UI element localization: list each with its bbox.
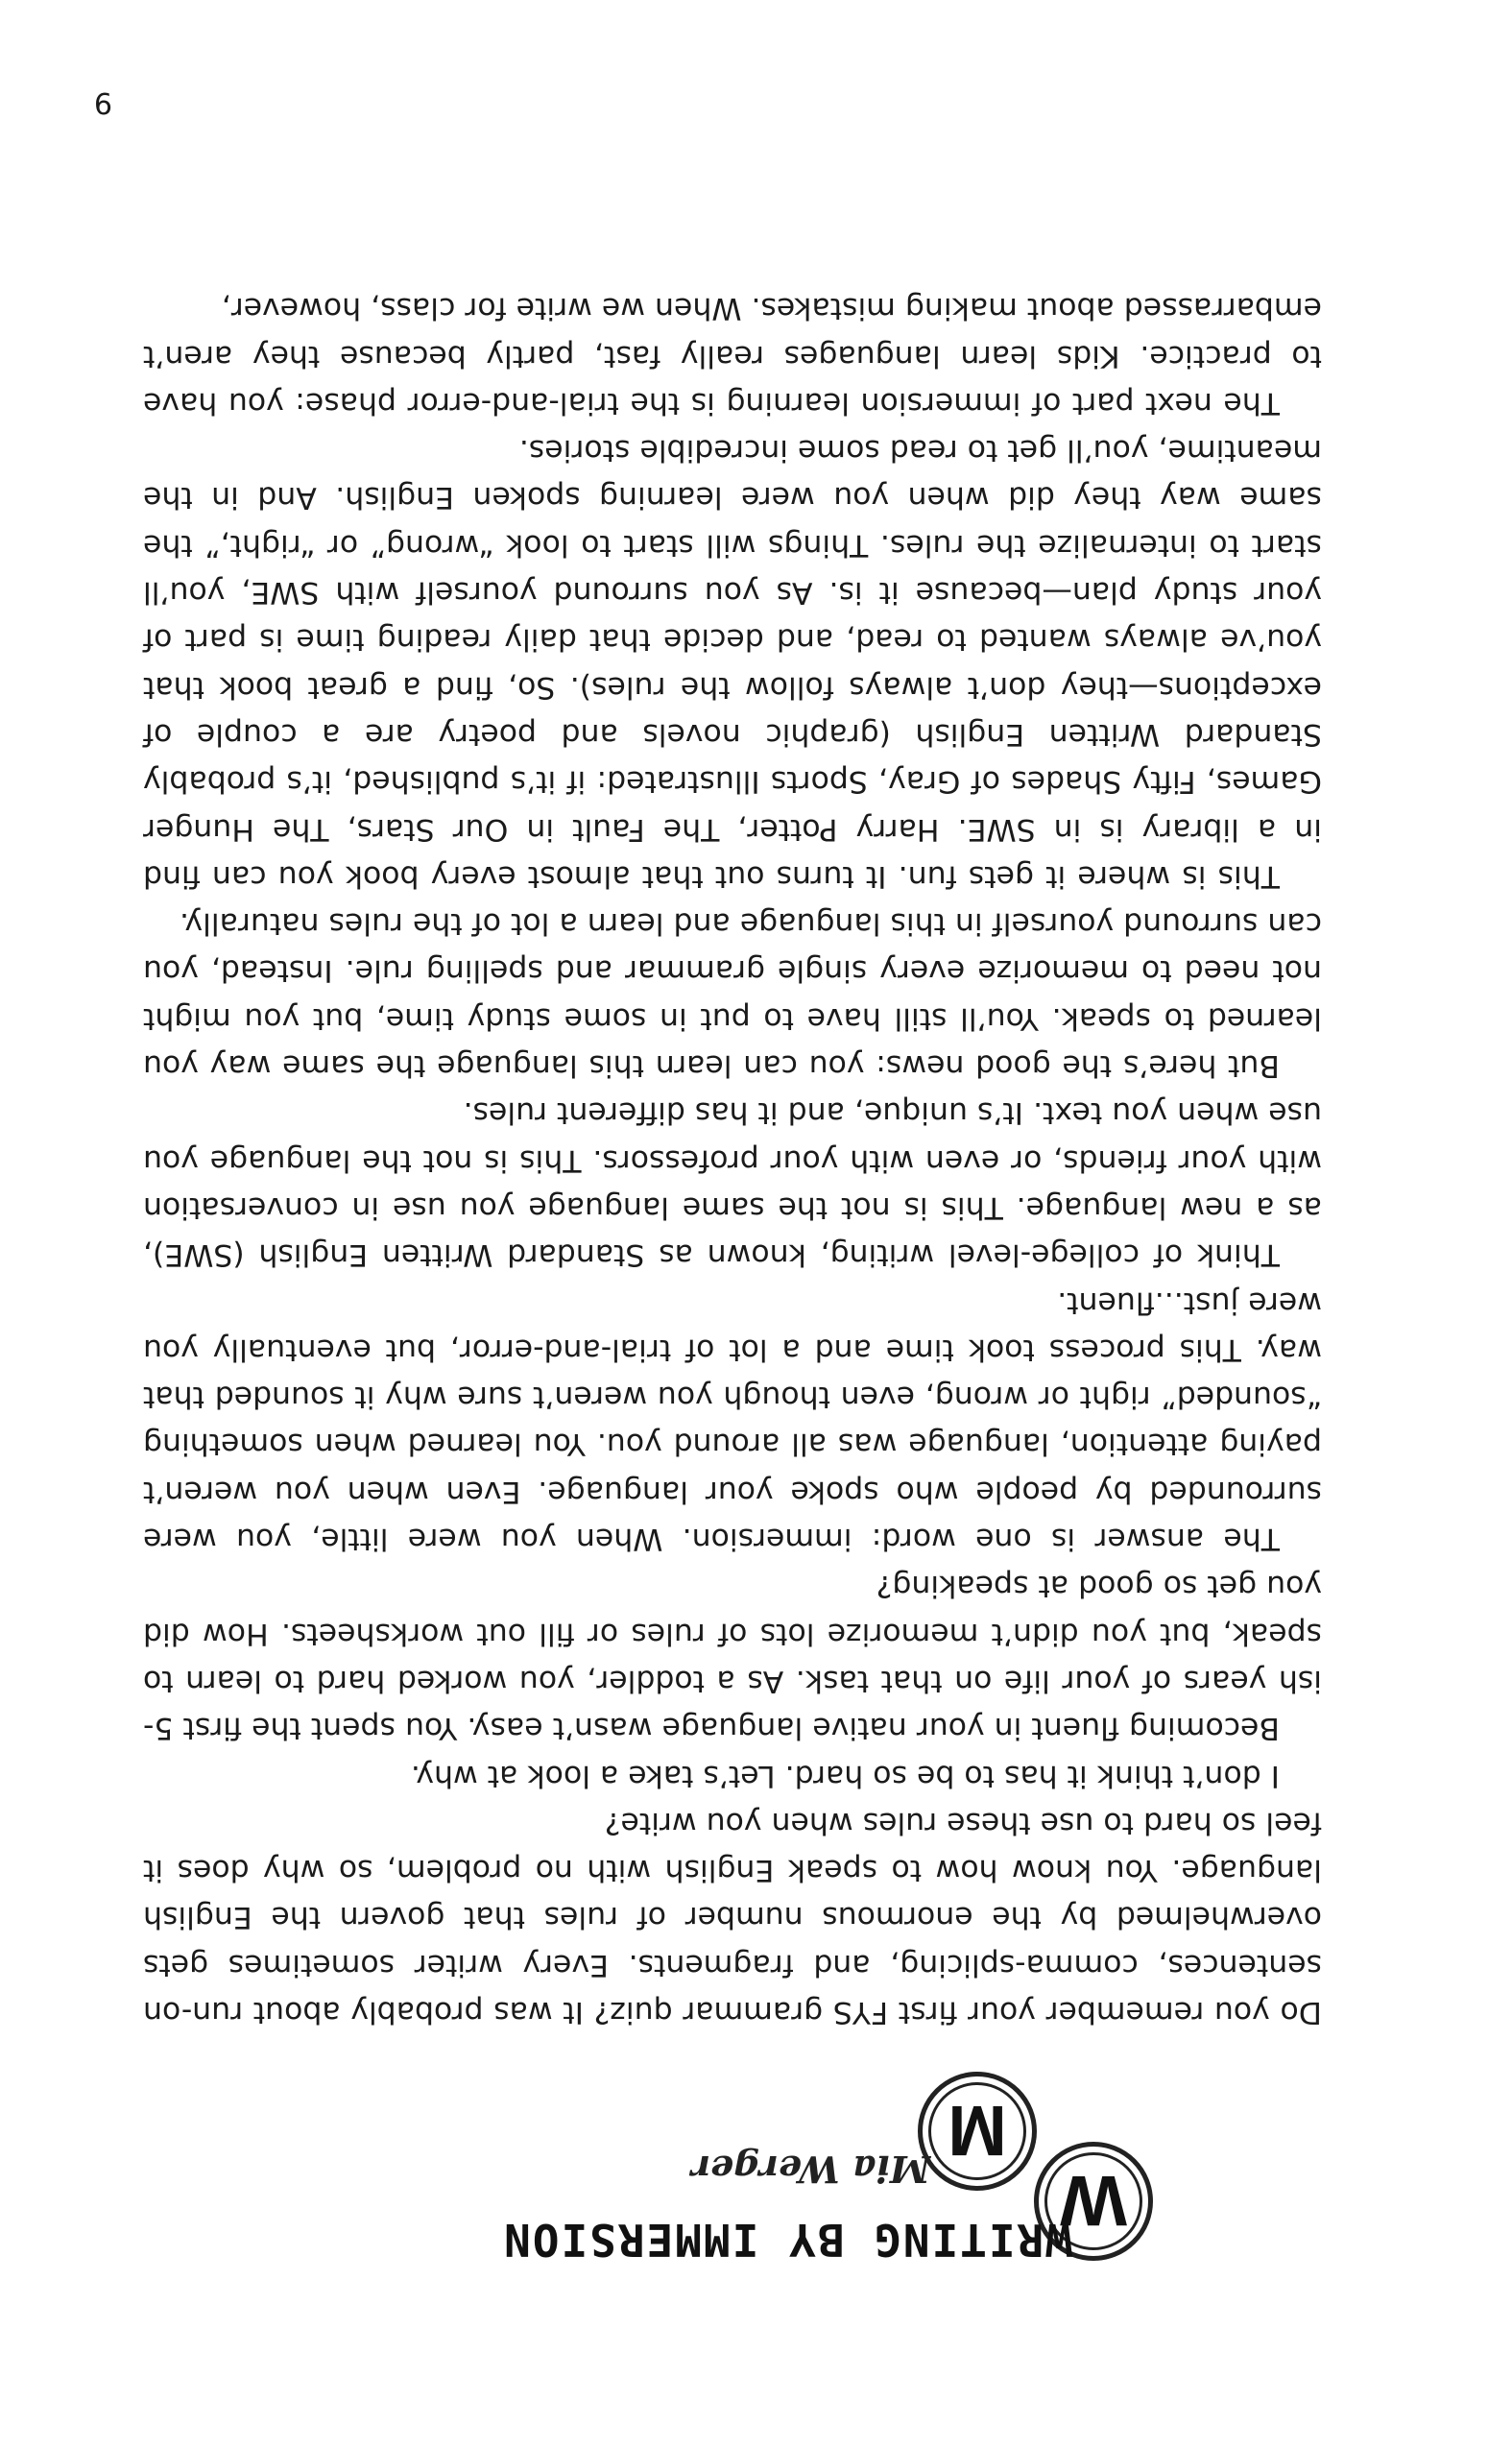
paragraph: Do you remember your first FYS grammar quiz? It was probably about run-on sentences, comma-splicing, and fragments. Every writer sometimes gets overwhelmed by the enormous number of rules that govern the English language. You know how to speak English with no problem, so why does it feel so hard to use these rules when you write? xyxy=(143,1805,1322,2029)
page-header xyxy=(0,2091,1512,2448)
paragraph: This is where it gets fun. It turns out that almost every book you can find in a library is in SWE. Harry Potter, The Fault in Our Stars, The Hunger Games, Fifty Shades of Gray, Sports Illustrated: if it’s published, it’s probably Standard Written English (graphic novels and poetry are a couple of exceptions—they don’t always follow the rules). So, find a great book that you’ve always wanted to read, and decide that daily reading time is part of your study plan—because it is. As you surround yourself with SWE, you’ll start to internalize the rules. Things will start to look “wrong” or “right,” the same way they did when you were learning spoken English. And in the meantime, you’ll get to read some incredible stories. xyxy=(143,433,1322,894)
m-circle-logo-icon: M xyxy=(918,2072,1037,2191)
article-body xyxy=(143,284,1322,2035)
paragraph: The answer is one word: immersion. When you were little, you were surrounded by people who spoke your language. Even when you weren’t paying attention, language was all around you. You learned when something “sounded” right or wrong, even though you weren’t sure why it sounded that way. This process took time and a lot of trial-and-error, but eventually you were just...fluent. xyxy=(143,1284,1322,1557)
article-author: Mia Werger xyxy=(691,2148,930,2191)
paragraph: I don’t think it has to be so hard. Let’s take a look at why. xyxy=(410,1758,1280,1793)
w-circle-logo-icon: W xyxy=(1034,2142,1153,2261)
page-number: 9 xyxy=(93,85,112,119)
paragraph: Think of college-level writing, known as Standard Written English (SWE), as a new language. This is not the same language you use in conversation with your friends, or even with your professors. This is not the language you use when you text. It’s unique, and it has different rules. xyxy=(143,1095,1322,1273)
paragraph: The next part of immersion learning is the trial-and-error phase: you have to practice. Kids learn languages really fast, partly because they aren’t embarrassed about making mistakes. When we write for class, however, xyxy=(143,291,1322,420)
paragraph: But here’s the good news: you can learn this language the same way you learned to speak. You’ll still have to put in some study time, but you might not need to memorize every single grammar and spelling rule. Instead, you can surround yourself in this language and learn a lot of the rules naturally. xyxy=(143,906,1322,1084)
article-title: WRITING BY IMMERSION xyxy=(502,2214,1072,2266)
paragraph: Becoming fluent in your native language wasn’t easy. You spent the first 5-ish years of your life on that task. As a toddler, you worked hard to learn to speak, but you didn’t memorize lots of rules or fill out worksheets. How did you get so good at speaking? xyxy=(143,1569,1322,1746)
